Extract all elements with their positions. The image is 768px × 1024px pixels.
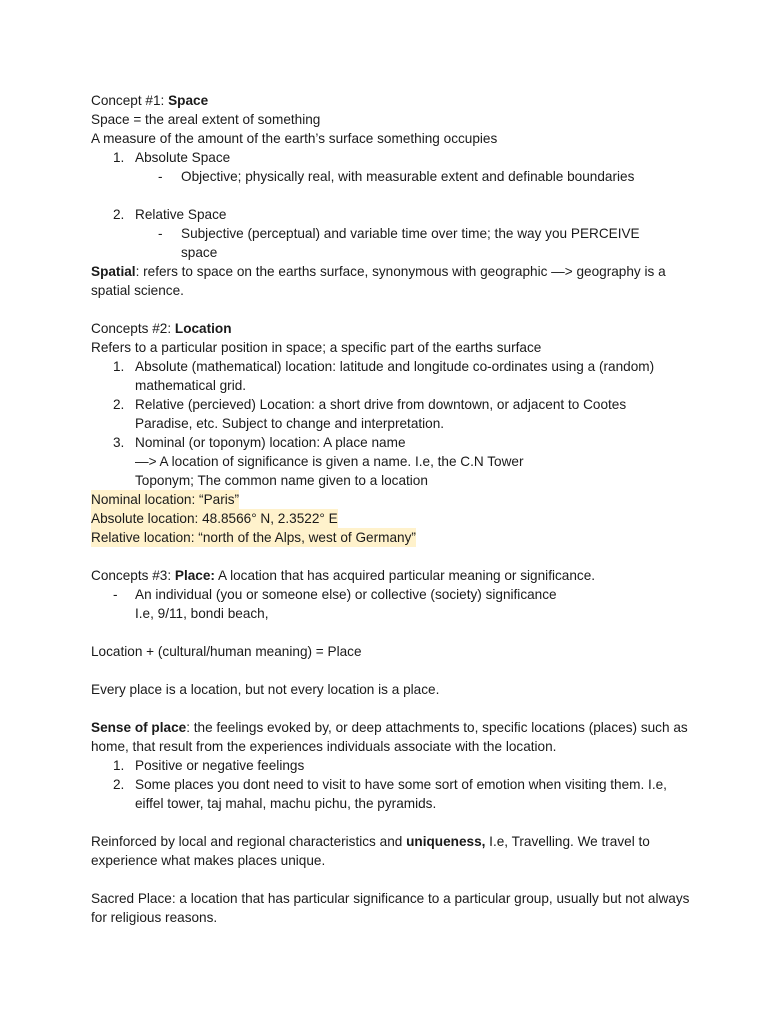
list-item: 1. Absolute (mathematical) location: latitude and longitude co-ordinates using a (random) mathematical grid. [113, 359, 655, 393]
list-item: 2. Relative Space [113, 207, 227, 222]
sense-of-place-definition: Sense of place: the feelings evoked by, or deep attachments to, specific locations (places) such as home, that result from the experiences individuals associate with the location. [91, 720, 688, 754]
highlighted-example: Nominal location: “Paris” [91, 492, 240, 507]
concept-2-title: Location [174, 321, 232, 336]
list-subitem: - Objective; physically real, with measurable extent and definable boundaries [158, 169, 635, 184]
list-item: 3. Nominal (or toponym) location: A place name [113, 435, 406, 450]
concept-3-title: Place: [174, 568, 215, 583]
space-measure: A measure of the amount of the earth’s surface something occupies [91, 131, 498, 146]
list-item: 2. Some places you dont need to visit to have some sort of emotion when visiting them. I.e, eiffel tower, taj mahal, machu pichu, the pyramids. [113, 777, 667, 811]
concept-3-heading: Concepts #3: Place: A location that has acquired particular meaning or significance. [91, 568, 596, 583]
list-item-continuation: —> A location of significance is given a name. I.e, the C.N Tower [135, 454, 524, 469]
list-item: 2. Relative (percieved) Location: a short drive from downtown, or adjacent to Cootes Paradise, etc. Subject to change and interpretation. [113, 397, 627, 431]
highlighted-example: Relative location: “north of the Alps, west of Germany” [91, 530, 416, 545]
list-subitem: - Subjective (perceptual) and variable time over time; the way you PERCEIVE space [158, 226, 640, 260]
sacred-place-definition: Sacred Place: a location that has particular significance to a particular group, usually but not always for religious reasons. [91, 891, 690, 925]
place-statement: Every place is a location, but not every location is a place. [91, 682, 440, 697]
list-item-continuation: I.e, 9/11, bondi beach, [135, 606, 269, 621]
spatial-definition: Spatial: refers to space on the earths surface, synonymous with geographic —> geography is a spatial science. [91, 264, 666, 298]
space-definition: Space = the areal extent of something [91, 112, 321, 127]
highlighted-example: Absolute location: 48.8566° N, 2.3522° E [91, 511, 338, 526]
document-body [91, 91, 691, 927]
place-equation: Location + (cultural/human meaning) = Place [91, 644, 362, 659]
list-subitem: - An individual (you or someone else) or collective (society) significance [113, 587, 557, 602]
list-item-continuation: Toponym; The common name given to a location [135, 473, 428, 488]
uniqueness-paragraph: Reinforced by local and regional characteristics and uniqueness, I.e, Travelling. We travel to experience what makes places unique. [91, 834, 650, 868]
list-item: 1. Positive or negative feelings [113, 758, 305, 773]
concept-1-title: Space [168, 93, 209, 108]
location-definition: Refers to a particular position in space; a specific part of the earths surface [91, 340, 542, 355]
list-item: 1. Absolute Space [113, 150, 231, 165]
concept-2-heading: Concepts #2: Location [91, 321, 232, 336]
concept-1-heading: Concept #1: Space [91, 93, 209, 108]
